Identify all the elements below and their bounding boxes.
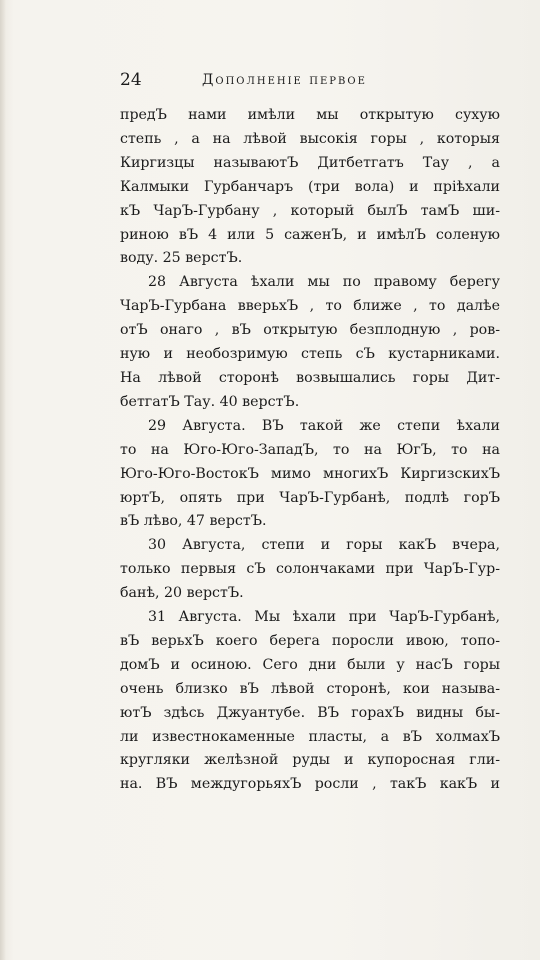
text-line: домЪ и осиною. Сего дни были у насЪ горы <box>120 656 500 673</box>
text-line: предЪ нами имѣли мы открытую сухую <box>120 107 500 123</box>
body-text <box>120 104 500 797</box>
text-line: степь , а на лѣвой высокія горы , которыя <box>120 130 500 147</box>
text-line: 31 Августа. Мы ѣхали при ЧарЪ-Гурбанѣ, <box>148 609 500 626</box>
paragraph <box>120 606 500 797</box>
paragraph <box>120 534 500 606</box>
paragraph <box>120 104 500 271</box>
text-line: воду. 25 верстЪ. <box>120 250 243 267</box>
running-head: Дополненіе первое <box>202 72 367 88</box>
text-line: юртЪ, опять при ЧарЪ-Гурбанѣ, подлѣ горЪ <box>120 489 500 506</box>
page-header <box>120 70 500 94</box>
text-line: вЪ верьхЪ коего берега поросли ивою, топо- <box>120 632 500 649</box>
text-line: на. ВЪ междугорьяхЪ росли , такЪ какЪ и <box>120 776 500 793</box>
text-line: ютЪ здѣсь Джуантубе. ВЪ горахЪ видны бы- <box>120 704 500 721</box>
text-line: На лѣвой сторонѣ возвышались горы Дит- <box>120 369 500 386</box>
text-line: очень близко вЪ лѣвой сторонѣ, кои называ- <box>120 680 500 697</box>
paragraph <box>120 271 500 414</box>
page-number: 24 <box>120 70 142 90</box>
text-line: ЧарЪ-Гурбана вверьхЪ , то ближе , то далѣе <box>120 298 500 315</box>
text-line: 30 Августа, степи и горы какЪ вчера, <box>148 537 500 554</box>
text-line: только первыя сЪ солончаками при ЧарЪ-Гур- <box>120 561 500 578</box>
text-line: 28 Августа ѣхали мы по правому берегу <box>148 274 500 291</box>
text-line: ную и необозримую степь сЪ кустарниками. <box>120 346 500 363</box>
text-line: кругляки желѣзной руды и купоросная гли- <box>120 752 500 769</box>
text-line: банѣ, 20 верстЪ. <box>120 585 244 602</box>
text-line: Калмыки Гурбанчаръ (три вола) и пріѣхали <box>120 178 500 195</box>
text-line: ли известнокаменные пласты, а вЪ холмахЪ <box>120 728 500 745</box>
text-line: Юго-Юго-ВостокЪ мимо многихЪ КиргизскихЪ <box>120 465 500 482</box>
text-line: 29 Августа. ВЪ такой же степи ѣхали <box>148 417 500 434</box>
text-line: бетгатЪ Тау. 40 верстЪ. <box>120 393 300 410</box>
text-line: то на Юго-Юго-ЗападЪ, то на ЮгЪ, то на <box>120 441 500 458</box>
paragraph <box>120 415 500 535</box>
text-line: Киргизцы называютЪ Дитбетгатъ Тау , а <box>120 154 500 171</box>
text-line: отЪ онаго , вЪ открытую безплодную , ров- <box>120 322 500 339</box>
page-binding-edge <box>0 0 6 960</box>
text-line: риною вЪ 4 или 5 саженЪ, и имѣлЪ соленую <box>120 226 500 243</box>
text-line: вЪ лѣво, 47 верстЪ. <box>120 513 267 530</box>
text-line: кЪ ЧарЪ-Гурбану , который былЪ тамЪ ши- <box>120 202 500 219</box>
